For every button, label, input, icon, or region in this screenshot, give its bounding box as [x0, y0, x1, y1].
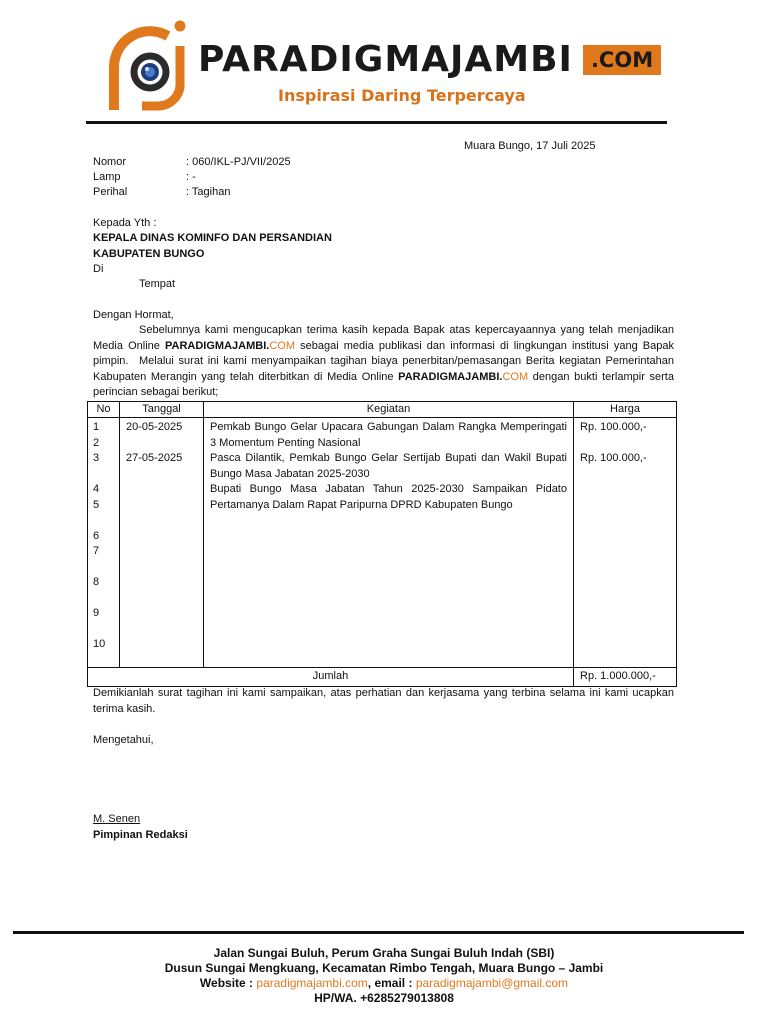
price-cell — [574, 418, 677, 668]
row-number: 6 — [93, 529, 100, 542]
table-total-row — [88, 668, 677, 687]
total-value: Rp. 1.000.000,- — [574, 668, 677, 687]
brand-inline-com: COM — [502, 370, 529, 383]
row-number: 8 — [93, 576, 100, 588]
row-number: 5 — [93, 498, 100, 511]
meta-value: : 060/IKL-PJ/VII/2025 — [186, 156, 291, 168]
number-cell — [88, 418, 120, 668]
footer-address-1: Jalan Sungai Buluh, Perum Graha Sungai Buluh Indah (SBI) — [213, 946, 555, 960]
row-number: 4 — [93, 483, 100, 495]
row-number: 1 — [93, 421, 100, 433]
activity-item: Pemkab Bungo Gelar Upacara Gabungan Dalam Rangka Memperingati 3 Momentum Penting Nasional — [210, 421, 567, 449]
row-price: Rp. 100.000,- — [580, 421, 647, 433]
meta-value: : - — [186, 171, 196, 183]
activity-item: Pasca Dilantik, Pemkab Bungo Gelar Sertijab Bupati dan Wakil Bupati Bungo Masa Jabatan 2025-2030 — [210, 452, 567, 480]
column-header-tanggal: Tanggal — [120, 402, 204, 418]
brand-inline: PARADIGMAJAMBI. — [165, 339, 270, 352]
brand-name: PARADIGMAJAMBI — [198, 39, 573, 80]
letter-date: Muara Bungo, 17 Juli 2025 — [464, 140, 596, 152]
row-number: 9 — [93, 607, 100, 619]
row-price: Rp. 100.000,- — [580, 452, 647, 464]
total-label: Jumlah — [88, 668, 574, 687]
paragraph-1-text-a: Sebelumnya kami mengucapkan terima kasih kepada Bapak atas kepercayaannya yang telah menjadikan Media Online — [93, 324, 674, 352]
footer-phone: HP/WA. +6285279013808 — [314, 991, 454, 1005]
meta-value: : Tagihan — [186, 186, 231, 198]
row-price — [580, 436, 676, 452]
column-header-harga: Harga — [574, 402, 677, 418]
column-header-no: No — [88, 402, 120, 418]
email-link[interactable]: paradigmajambi@gmail.com — [415, 976, 569, 990]
row-date — [126, 436, 203, 452]
paragraph-2 — [93, 354, 674, 401]
row-number: 2 — [93, 436, 100, 449]
paragraph-1-text-b: sebagai media publikasi dan informasi di lingkungan institusi yang Bapak pimpin. — [93, 339, 675, 367]
row-number — [93, 513, 119, 529]
header-divider — [86, 121, 667, 124]
email-label: , email : — [367, 976, 416, 990]
footer — [0, 946, 768, 1006]
greeting: Dengan Hormat, — [93, 309, 174, 321]
row-number — [93, 467, 119, 483]
row-number: 3 — [93, 452, 100, 464]
row-number — [93, 560, 119, 576]
signer-name: M. Senen — [93, 813, 141, 825]
recipient-line-2: KABUPATEN BUNGO — [93, 248, 205, 260]
brand-inline: PARADIGMAJAMBI. — [398, 370, 503, 383]
recipient-line-3: Di — [93, 263, 104, 275]
row-number: 7 — [93, 545, 100, 557]
footer-address-2: Dusun Sungai Mengkuang, Kecamatan Rimbo Tengah, Muara Bungo – Jambi — [164, 961, 604, 975]
meta-label: Lamp — [93, 171, 121, 183]
recipient-intro: Kepada Yth : — [93, 217, 157, 229]
column-header-kegiatan: Kegiatan — [204, 402, 574, 418]
invoice-table — [87, 401, 677, 687]
paragraph-2-text-b: dengan bukti terlampir serta perincian sebagai berikut; — [93, 370, 674, 398]
recipient-line-4: Tempat — [139, 278, 176, 290]
signer-title: Pimpinan Redaksi — [93, 829, 188, 841]
meta-label: Nomor — [93, 156, 127, 168]
row-date: 20-05-2025 — [126, 421, 183, 433]
paragraph-2-text-a: Melalui surat ini kami menyampaikan tagihan biaya penerbitan/pemasangan Berita kegiatan Pemerintahan Kabupaten Merangin yang telah diterbitkan di Media Online — [93, 355, 674, 383]
footer-contact — [0, 976, 768, 991]
footer-divider — [13, 931, 744, 934]
row-number — [93, 591, 119, 607]
brand-domain-badge: .COM — [583, 45, 661, 75]
table-header-row — [88, 402, 677, 418]
row-number: 10 — [93, 638, 106, 650]
row-date: 27-05-2025 — [126, 452, 183, 464]
acknowledge-label: Mengetahui, — [93, 734, 154, 746]
date-cell — [120, 418, 204, 668]
paradigmajambi-logo — [104, 18, 198, 114]
closing-paragraph: Demikianlah surat tagihan ini kami sampaikan, atas perhatian dan kerjasama yang terbina selama ini kami ucapkan terima kasih. — [93, 687, 674, 715]
activity-cell — [204, 418, 574, 668]
recipient-line-1: KEPALA DINAS KOMINFO DAN PERSANDIAN — [93, 232, 332, 244]
website-link[interactable]: paradigmajambi.com — [256, 976, 368, 990]
table-row — [88, 418, 677, 668]
website-label: Website : — [199, 976, 257, 990]
tagline: Inspirasi Daring Terpercaya — [278, 86, 526, 105]
brand-wordmark — [198, 38, 661, 82]
activity-item: Bupati Bungo Masa Jabatan Tahun 2025-2030 Sampaikan Pidato Pertamanya Dalam Rapat Paripurna DPRD Kabupaten Bungo — [210, 483, 567, 511]
row-number — [93, 622, 119, 638]
brand-inline-com: COM — [269, 339, 295, 352]
meta-label: Perihal — [93, 186, 128, 198]
